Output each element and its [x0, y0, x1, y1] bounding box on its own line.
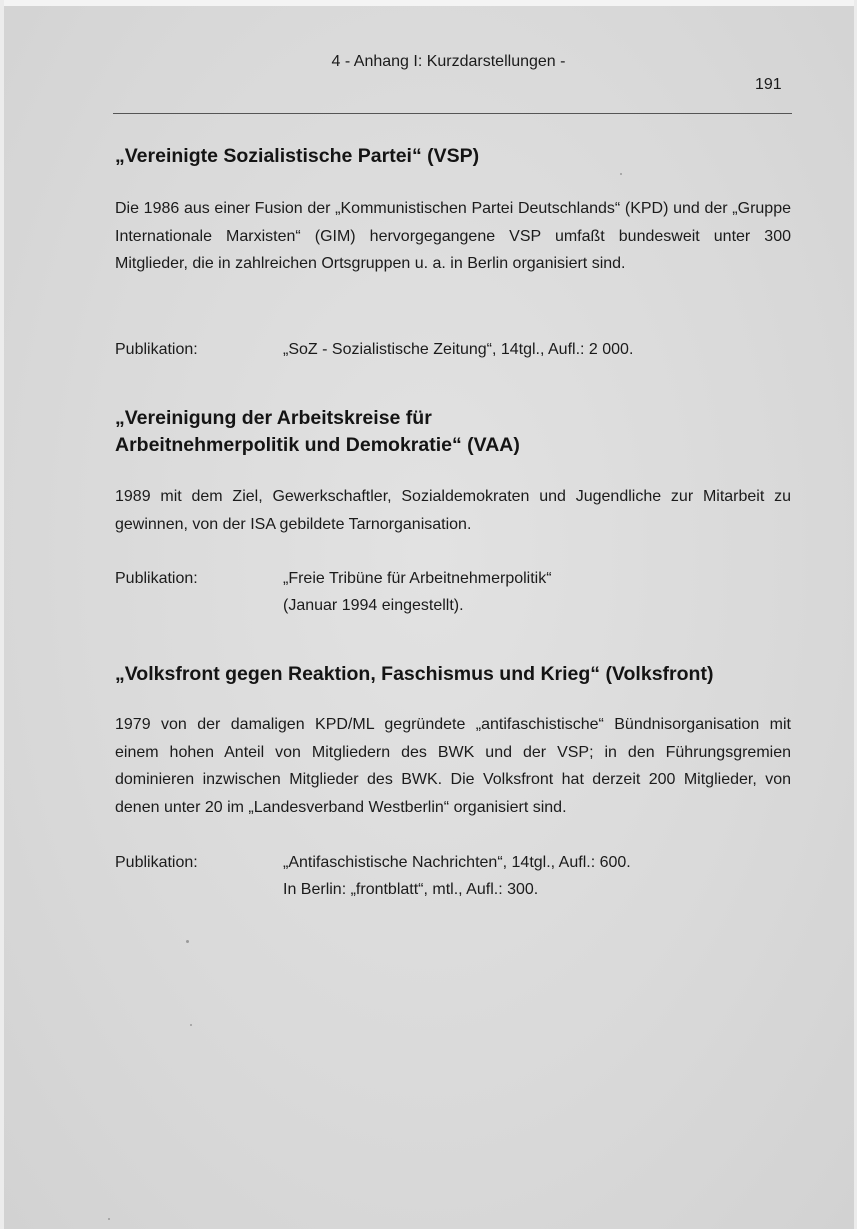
section-body-vaa: 1989 mit dem Ziel, Gewerkschaftler, Sozialdemokraten und Jugendliche zur Mitarbeit zu gewinnen, von der ISA gebildete Tarnorganisation. [115, 488, 791, 533]
publication-line-vsp: „SoZ - Sozialistische Zeitung“, 14tgl., Aufl.: 2 000. [283, 341, 634, 358]
page-number: 191 [755, 76, 782, 93]
publication-label-vsp: Publikation: [115, 341, 198, 358]
publication-line-volksfront-2: In Berlin: „frontblatt“, mtl., Aufl.: 300. [283, 881, 539, 898]
scan-speck [190, 1024, 192, 1026]
section-title-vaa-line1: „Vereinigung der Arbeitskreise für [115, 407, 432, 429]
publication-line-vaa-1: „Freie Tribüne für Arbeitnehmerpolitik“ [283, 570, 552, 587]
scan-speck [108, 1218, 110, 1220]
header-rule [113, 113, 792, 114]
section-body-volksfront: 1979 von der damaligen KPD/ML gegründete „antifaschistische“ Bündnisorganisation mit einem hohen Anteil von Mitgliedern des BWK und der VSP; in den Führungsgremien dominieren inzwischen Mitglieder des BWK. Die Volksfront hat derzeit 200 Mitglieder, von denen unter 20 im „Landesverband Westberlin“ organisiert sind. [115, 716, 791, 817]
section-title-vaa-line2: Arbeitnehmerpolitik und Demokratie“ (VAA) [115, 434, 520, 456]
scan-speck [620, 173, 622, 175]
running-header: 4 - Anhang I: Kurzdarstellungen - [331, 53, 566, 70]
publication-label-vaa: Publikation: [115, 570, 198, 587]
publication-line-volksfront-1: „Antifaschistische Nachrichten“, 14tgl., Aufl.: 600. [283, 854, 631, 871]
section-title-vsp: „Vereinigte Sozialistische Partei“ (VSP) [115, 145, 480, 167]
section-title-volksfront: „Volksfront gegen Reaktion, Faschismus und Krieg“ (Volksfront) [115, 663, 714, 685]
scan-edge-top [0, 0, 857, 6]
scan-edge-left [0, 0, 4, 1229]
publication-line-vaa-2: (Januar 1994 eingestellt). [283, 597, 464, 614]
scan-speck [186, 940, 189, 943]
section-body-vsp: Die 1986 aus einer Fusion der „Kommunistischen Partei Deutschlands“ (KPD) und der „Gruppe Internationale Marxisten“ (GIM) hervorgegangene VSP umfaßt bundesweit unter 300 Mitglieder, die in zahlreichen Ortsgruppen u. a. in Berlin organisiert sind. [115, 200, 791, 273]
publication-label-volksfront: Publikation: [115, 854, 198, 871]
